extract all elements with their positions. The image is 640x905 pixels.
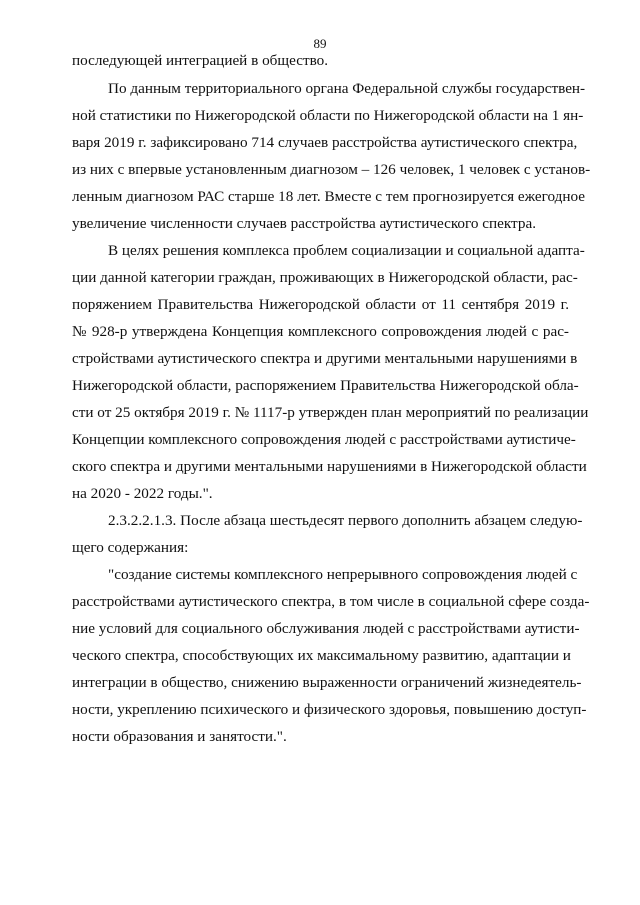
text-line: увеличение численности случаев расстройства аутистического спектра. xyxy=(72,215,537,232)
text-line: № 928-р утверждена Концепция комплексного сопровождения людей с рас- xyxy=(72,323,569,340)
text-line: ского спектра и другими ментальными нарушениями в Нижегородской области xyxy=(72,458,587,475)
page-number: 89 xyxy=(313,36,327,51)
text-line: из них с впервые установленным диагнозом – 126 человек, 1 человек с установ- xyxy=(72,161,591,178)
text-line: ности, укреплению психического и физического здоровья, повышению доступ- xyxy=(72,701,587,718)
text-line: поряжением Правительства Нижегородской области от 11 сентября 2019 г. xyxy=(72,296,569,313)
text-line: расстройствами аутистического спектра, в том числе в социальной сфере созда- xyxy=(72,593,590,610)
text-line: ние условий для социального обслуживания людей с расстройствами аутисти- xyxy=(72,620,580,637)
text-line: ции данной категории граждан, проживающих в Нижегородской области, рас- xyxy=(72,269,578,286)
text-line: сти от 25 октября 2019 г. № 1117-р утвержден план мероприятий по реализации xyxy=(72,404,589,421)
text-line: на 2020 - 2022 годы.". xyxy=(72,485,213,502)
text-line: Нижегородской области, распоряжением Правительства Нижегородской обла- xyxy=(72,377,579,394)
text-line: интеграции в общество, снижению выраженности ограничений жизнедеятель- xyxy=(72,674,582,691)
text-line: ленным диагнозом РАС старше 18 лет. Вместе с тем прогнозируется ежегодное xyxy=(72,188,586,205)
text-line: варя 2019 г. зафиксировано 714 случаев расстройства аутистического спектра, xyxy=(72,134,578,151)
text-line: последующей интеграцией в общество. xyxy=(72,52,329,69)
text-line: щего содержания: xyxy=(72,539,189,556)
text-line: Концепции комплексного сопровождения людей с расстройствами аутистиче- xyxy=(72,431,576,448)
text-line: 2.3.2.2.1.3. После абзаца шестьдесят первого дополнить абзацем следую- xyxy=(108,512,583,529)
text-line: ной статистики по Нижегородской области по Нижегородской области на 1 ян- xyxy=(72,107,584,124)
text-line: По данным территориального органа Федеральной службы государствен- xyxy=(108,80,586,97)
text-line: ческого спектра, способствующих их максимальному развитию, адаптации и xyxy=(72,647,571,664)
text-line: В целях решения комплекса проблем социализации и социальной адапта- xyxy=(108,242,585,259)
text-line: ности образования и занятости.". xyxy=(72,728,287,745)
text-line: стройствами аутистического спектра и другими ментальными нарушениями в xyxy=(72,350,578,367)
text-line: "создание системы комплексного непрерывного сопровождения людей с xyxy=(108,566,578,583)
